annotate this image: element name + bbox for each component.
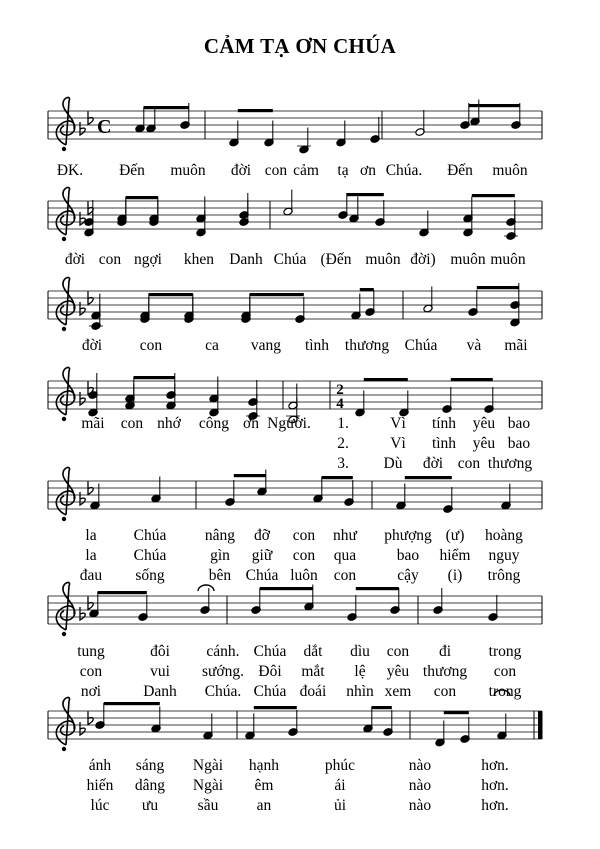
lyric-syllable: nào bbox=[408, 797, 432, 814]
lyric-syllable: đời bbox=[81, 337, 103, 354]
treble-clef-dot bbox=[62, 327, 66, 331]
note-beam bbox=[477, 286, 519, 289]
lyric-syllable: bao bbox=[507, 435, 531, 452]
note-beam bbox=[234, 474, 266, 477]
lyric-syllable: hơn. bbox=[481, 777, 509, 794]
lyric-syllable: Danh bbox=[229, 251, 263, 268]
note-beam bbox=[254, 706, 297, 709]
lyric-syllable: con bbox=[98, 251, 122, 268]
treble-clef-dot bbox=[62, 517, 66, 521]
note-beam bbox=[347, 193, 384, 196]
lyric-syllable: muôn bbox=[170, 162, 206, 179]
lyric-syllable: hoàng bbox=[485, 527, 523, 544]
time-signature-common: C bbox=[97, 116, 112, 138]
lyric-syllable: hiến bbox=[86, 777, 114, 794]
lyric-syllable: tạ bbox=[337, 162, 349, 179]
note-beam bbox=[98, 591, 147, 594]
lyric-syllable: dâng bbox=[134, 777, 166, 794]
lyric-syllable: ủi bbox=[333, 797, 347, 814]
lyric-syllable: gìn bbox=[210, 547, 230, 564]
lyric-syllable: hạnh bbox=[248, 757, 280, 774]
lyric-syllable: đời bbox=[64, 251, 86, 268]
lyric-syllable: sầu bbox=[197, 797, 219, 814]
lyric-syllable: Dù bbox=[383, 455, 403, 472]
lyric-syllable: đoái bbox=[299, 683, 327, 700]
lyric-syllable: Đến bbox=[447, 162, 473, 179]
lyric-syllable: con bbox=[264, 162, 288, 179]
lyric-syllable: êm bbox=[254, 777, 274, 794]
lyric-syllable: la bbox=[85, 547, 97, 564]
lyric-syllable: an bbox=[256, 797, 272, 814]
lyric-syllable: con bbox=[79, 663, 103, 680]
lyric-syllable: như bbox=[333, 527, 357, 544]
lyric-syllable: con bbox=[120, 415, 144, 432]
fermata-icon bbox=[198, 585, 214, 591]
lyric-syllable: yêu bbox=[472, 435, 496, 452]
flat-sign-icon bbox=[88, 597, 93, 610]
treble-clef-icon bbox=[56, 698, 74, 745]
lyric-syllable: muôn bbox=[492, 162, 528, 179]
lyric-syllable: Ngài bbox=[192, 757, 224, 774]
lyric-syllable: Chúa. bbox=[385, 162, 423, 179]
flat-sign-icon bbox=[80, 607, 85, 620]
note-beam bbox=[238, 109, 273, 112]
lyric-syllable: cánh. bbox=[206, 643, 240, 660]
lyric-syllable: ơn bbox=[243, 415, 259, 432]
note-beam bbox=[356, 587, 399, 590]
time-signature-bottom: 4 bbox=[336, 396, 344, 412]
flat-sign-icon bbox=[80, 122, 85, 135]
treble-clef-icon bbox=[56, 583, 74, 630]
flat-sign-icon bbox=[88, 112, 93, 125]
lyric-syllable: Chúa. bbox=[204, 683, 242, 700]
note-beam bbox=[134, 376, 175, 379]
lyric-syllable: 3. bbox=[337, 455, 349, 472]
flat-sign-icon bbox=[80, 492, 85, 505]
lyric-syllable: mãi bbox=[504, 337, 528, 354]
lyric-syllable: đôi bbox=[150, 643, 170, 660]
staff-system bbox=[48, 188, 542, 268]
lyric-syllable: con bbox=[292, 547, 316, 564]
lyric-syllable: ưu bbox=[141, 797, 159, 814]
lyric-syllable: Chúa bbox=[253, 683, 287, 700]
lyric-syllable: vang bbox=[250, 337, 282, 354]
treble-clef-icon bbox=[56, 368, 74, 415]
treble-clef-dot bbox=[62, 417, 66, 421]
lyric-syllable: Người. bbox=[267, 415, 311, 432]
lyric-syllable: thương bbox=[344, 337, 390, 354]
flat-sign-icon bbox=[88, 712, 93, 725]
lyric-syllable: Đôi bbox=[258, 663, 282, 680]
note-beam bbox=[260, 587, 313, 590]
lyric-syllable: ĐK. bbox=[56, 162, 84, 179]
flat-sign-icon bbox=[80, 722, 85, 735]
lyric-syllable: muôn bbox=[450, 251, 486, 268]
treble-clef-dot bbox=[62, 147, 66, 151]
lyric-syllable: ơn bbox=[360, 162, 376, 179]
lyric-syllable: 1. bbox=[337, 415, 349, 432]
lyric-syllable: ái bbox=[334, 777, 346, 794]
lyric-syllable: đỡ bbox=[254, 527, 270, 544]
lyric-syllable: sướng. bbox=[201, 663, 245, 680]
lyric-syllable: trong bbox=[488, 683, 522, 700]
staff-system bbox=[48, 468, 542, 584]
lyric-syllable: thương bbox=[422, 663, 468, 680]
lyric-syllable: nào bbox=[408, 757, 432, 774]
song-title: CẢM TẠ ƠN CHÚA bbox=[203, 34, 397, 58]
lyric-syllable: xem bbox=[384, 683, 412, 700]
treble-clef-dot bbox=[62, 632, 66, 636]
lyric-syllable: con bbox=[139, 337, 163, 354]
flat-sign-icon bbox=[88, 292, 93, 305]
flat-sign-icon bbox=[80, 392, 85, 405]
lyric-syllable: sống bbox=[135, 567, 165, 584]
treble-clef-dot bbox=[62, 747, 66, 751]
lyric-syllable: con bbox=[292, 527, 316, 544]
lyric-syllable: Chúa bbox=[133, 527, 167, 544]
note-beam bbox=[144, 106, 189, 109]
lyric-syllable: yêu bbox=[386, 663, 410, 680]
lyric-syllable: đời) bbox=[410, 251, 436, 268]
lyric-syllable: hơn. bbox=[481, 797, 509, 814]
lyric-syllable: (Đến bbox=[320, 251, 352, 268]
lyric-syllable: con bbox=[493, 663, 517, 680]
treble-clef-icon bbox=[56, 98, 74, 145]
lyric-syllable: hiểm bbox=[439, 547, 471, 564]
lyric-syllable: đi bbox=[438, 643, 452, 660]
lyric-syllable: dắt bbox=[303, 643, 323, 660]
lyric-syllable: nâng bbox=[204, 527, 236, 544]
flat-sign-icon bbox=[88, 482, 93, 495]
lyric-syllable: mãi bbox=[81, 415, 105, 432]
note-beam bbox=[444, 711, 469, 714]
note-beam bbox=[372, 706, 392, 709]
lyric-syllable: khen bbox=[183, 251, 215, 268]
lyric-syllable: và bbox=[466, 337, 482, 354]
lyric-syllable: Vì bbox=[390, 415, 406, 432]
lyric-syllable: luôn bbox=[290, 567, 318, 584]
note-beam bbox=[126, 196, 158, 199]
lyric-syllable: nhìn bbox=[346, 683, 374, 700]
lyric-syllable: đời bbox=[230, 162, 252, 179]
lyric-syllable: vui bbox=[150, 663, 170, 680]
lyric-syllable: công bbox=[198, 415, 230, 432]
lyric-syllable: thương bbox=[487, 455, 533, 472]
lyric-syllable: Danh bbox=[143, 683, 177, 700]
lyric-syllable: cảm bbox=[293, 162, 319, 179]
lyric-syllable: con bbox=[333, 567, 357, 584]
lyric-syllable: qua bbox=[333, 547, 357, 564]
lyric-syllable: lúc bbox=[90, 797, 110, 814]
note-beam bbox=[364, 378, 408, 381]
staff-system bbox=[48, 98, 542, 179]
treble-clef-dot bbox=[62, 237, 66, 241]
lyric-syllable: Chúa bbox=[245, 567, 279, 584]
lyric-syllable: nơi bbox=[80, 683, 102, 700]
lyric-syllable: (ư) bbox=[445, 527, 465, 544]
lyric-syllable: bao bbox=[507, 415, 531, 432]
lyric-syllable: Chúa bbox=[253, 643, 287, 660]
lyric-syllable: tình bbox=[304, 337, 330, 354]
treble-clef-icon bbox=[56, 468, 74, 515]
lyric-syllable: tung bbox=[77, 643, 105, 660]
lyric-syllable: hơn. bbox=[481, 757, 509, 774]
staff-system bbox=[48, 278, 542, 354]
note-beam bbox=[469, 104, 520, 107]
lyric-syllable: con bbox=[386, 643, 410, 660]
note-beam bbox=[250, 293, 304, 296]
lyric-syllable: mắt bbox=[301, 663, 325, 680]
lyric-syllable: Chúa bbox=[404, 337, 438, 354]
note-beam bbox=[405, 476, 452, 479]
lyric-syllable: nào bbox=[408, 777, 432, 794]
lyric-syllable: nguy bbox=[488, 547, 520, 564]
lyric-syllable: tính bbox=[431, 415, 457, 432]
lyric-syllable: đau bbox=[79, 567, 103, 584]
lyric-syllable: bên bbox=[208, 567, 232, 584]
final-barline bbox=[538, 711, 542, 739]
lyric-syllable: con bbox=[433, 683, 457, 700]
note-beam bbox=[104, 702, 160, 705]
note-beam bbox=[451, 378, 493, 381]
staff-system bbox=[48, 690, 542, 814]
lyric-syllable: 2. bbox=[337, 435, 349, 452]
lyric-syllable: phúc bbox=[324, 757, 356, 774]
note-beam bbox=[360, 288, 374, 291]
lyric-syllable: phượng bbox=[384, 527, 432, 544]
lyric-syllable: ca bbox=[205, 337, 219, 354]
lyric-syllable: cậy bbox=[397, 567, 419, 584]
lyric-syllable: muôn bbox=[365, 251, 401, 268]
lyric-syllable: (i) bbox=[447, 567, 463, 584]
lyric-syllable: Chúa bbox=[133, 547, 167, 564]
lyric-syllable: Ngài bbox=[192, 777, 224, 794]
flat-sign-icon bbox=[80, 302, 85, 315]
staff-system bbox=[48, 583, 542, 700]
note-beam bbox=[472, 194, 515, 197]
lyric-syllable: ánh bbox=[88, 757, 112, 774]
lyric-syllable: yêu bbox=[472, 415, 496, 432]
treble-clef-icon bbox=[56, 188, 74, 235]
note-beam bbox=[322, 476, 353, 479]
lyric-syllable: đời bbox=[422, 455, 444, 472]
lyric-syllable: dìu bbox=[350, 643, 370, 660]
lyric-syllable: lệ bbox=[354, 663, 366, 680]
lyric-syllable: giữ bbox=[251, 547, 273, 564]
lyric-syllable: nhớ bbox=[157, 415, 181, 432]
lyric-syllable: Đến bbox=[119, 162, 145, 179]
treble-clef-icon bbox=[56, 278, 74, 325]
lyric-syllable: trong bbox=[488, 643, 522, 660]
lyric-syllable: tình bbox=[431, 435, 457, 452]
lyric-syllable: Chúa bbox=[273, 251, 307, 268]
staff-system bbox=[48, 368, 542, 472]
note-beam bbox=[149, 293, 193, 296]
lyric-syllable: muôn bbox=[490, 251, 526, 268]
lyric-syllable: Vì bbox=[390, 435, 406, 452]
lyric-syllable: bao bbox=[396, 547, 420, 564]
time-signature-top: 2 bbox=[336, 382, 344, 398]
lyric-syllable: sáng bbox=[135, 757, 165, 774]
lyric-syllable: con bbox=[457, 455, 481, 472]
lyric-syllable: la bbox=[85, 527, 97, 544]
lyric-syllable: ngợi bbox=[133, 251, 163, 268]
lyric-syllable: trông bbox=[487, 567, 521, 584]
